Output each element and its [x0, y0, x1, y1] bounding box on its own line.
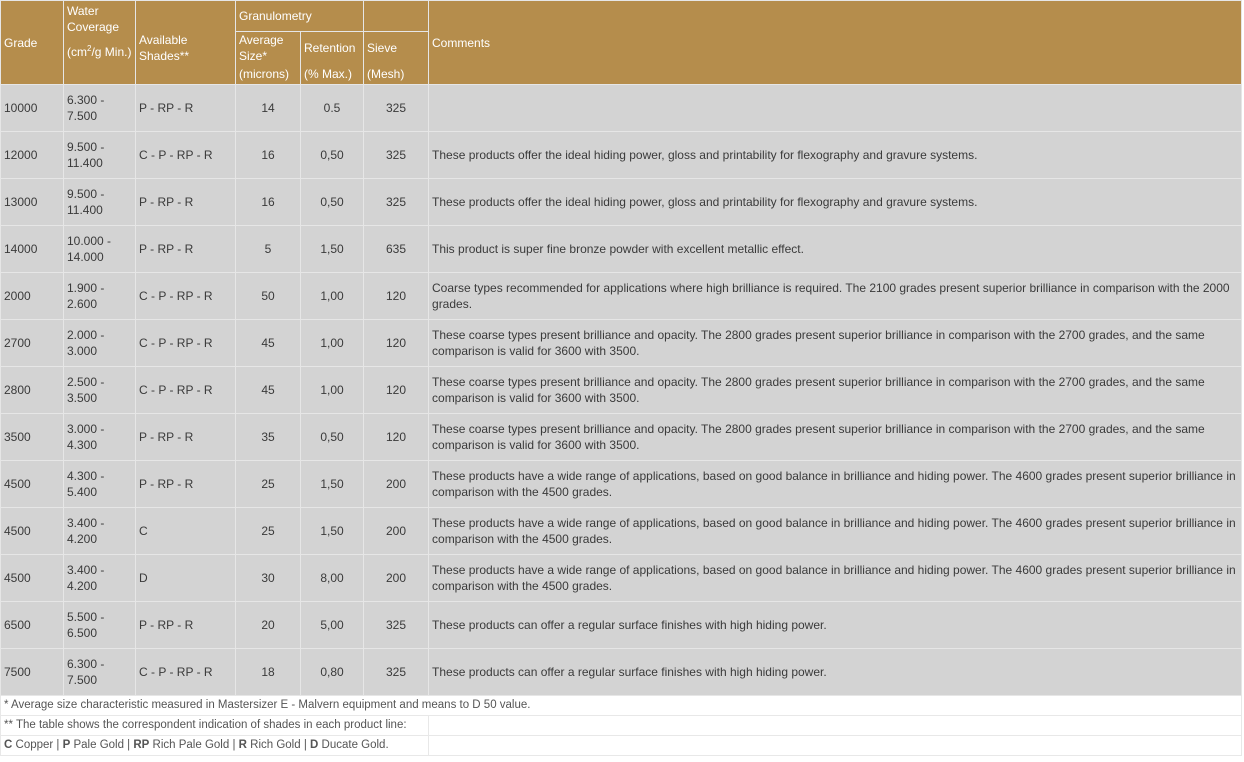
cell-comment-text: Coarse types recommended for applications where high brilliance is required. The 2100 grades present superior brilliance in comparison with the 2000 grades.	[432, 281, 1230, 311]
cell-shades	[136, 649, 236, 696]
cell-average-size-text: 16	[261, 195, 275, 209]
cell-retention-text: 5,00	[320, 618, 344, 632]
header-comments	[429, 1, 1242, 85]
water-coverage-max: 4.200	[67, 579, 98, 593]
cell-water-coverage	[64, 414, 136, 461]
shade-key-letter: D	[310, 739, 319, 751]
header-grade-label: Grade	[4, 35, 38, 50]
table-row	[1, 602, 1242, 649]
cell-average-size-text: 16	[261, 148, 275, 162]
water-coverage-max: 11.400	[67, 203, 103, 217]
cell-average-size	[236, 273, 301, 320]
cell-retention-text: 0,80	[320, 665, 344, 679]
cell-sieve-text: 325	[386, 101, 407, 115]
header-granulometry-label: Granulometry	[239, 9, 312, 23]
cell-retention	[301, 461, 364, 508]
water-coverage-min: 4.300 -	[67, 469, 105, 483]
shade-key-letter: RP	[133, 739, 150, 751]
cell-shades	[136, 602, 236, 649]
table-row	[1, 132, 1242, 179]
cell-shades-text: C - P - RP - R	[139, 289, 213, 303]
cell-comment	[429, 320, 1242, 367]
note-shades-intro: ** The table shows the correspondent indication of shades in each product line:	[1, 716, 429, 736]
cell-average-size-text: 25	[261, 524, 275, 538]
cell-shades-text: C - P - RP - R	[139, 665, 213, 679]
header-sieve-line2: (Mesh)	[367, 67, 405, 81]
header-sieve-line1: Sieve	[367, 41, 398, 55]
shade-key-letter: C	[4, 739, 13, 751]
cell-shades	[136, 226, 236, 273]
water-coverage-min: 3.400 -	[67, 563, 105, 577]
table-row	[1, 320, 1242, 367]
cell-comment-text: These products offer the ideal hiding power, gloss and printability for flexography and gravure systems.	[432, 148, 978, 162]
table-row	[1, 226, 1242, 273]
header-comments-label: Comments	[432, 35, 491, 50]
cell-sieve	[364, 461, 429, 508]
cell-shades-text: C - P - RP - R	[139, 383, 213, 397]
water-coverage-max: 4.300	[67, 438, 98, 452]
header-shades-line1: Available	[139, 32, 188, 47]
cell-comment	[429, 414, 1242, 461]
shade-key-letter: R	[238, 739, 247, 751]
cell-average-size	[236, 179, 301, 226]
water-coverage-min: 3.400 -	[67, 516, 105, 530]
water-coverage-max: 14.000	[67, 250, 104, 264]
shade-key-name: Rich Pale Gold |	[149, 739, 239, 751]
cell-sieve-text: 325	[386, 195, 407, 209]
cell-comment-text: These products offer the ideal hiding power, gloss and printability for flexography and gravure systems.	[432, 195, 978, 209]
cell-average-size	[236, 226, 301, 273]
cell-retention	[301, 226, 364, 273]
water-coverage-min: 5.500 -	[67, 610, 105, 624]
water-coverage-max: 11.400	[67, 156, 103, 170]
note-shades-key	[1, 736, 429, 756]
shade-key-name: Ducate Gold.	[318, 739, 389, 751]
cell-water-coverage	[64, 555, 136, 602]
header-shades-line2: Shades**	[139, 48, 190, 63]
cell-comment	[429, 555, 1242, 602]
cell-grade	[1, 226, 64, 273]
cell-sieve	[364, 508, 429, 555]
cell-water-coverage	[64, 367, 136, 414]
cell-comment	[429, 602, 1242, 649]
cell-water-coverage	[64, 85, 136, 132]
water-coverage-max: 7.500	[67, 109, 98, 123]
cell-retention-text: 1,00	[320, 336, 344, 350]
cell-sieve-text: 120	[386, 430, 407, 444]
header-retention	[301, 32, 364, 85]
cell-average-size-text: 30	[261, 571, 275, 585]
water-coverage-min: 2.000 -	[67, 328, 105, 342]
table-body	[1, 85, 1242, 696]
cell-retention-text: 0,50	[320, 148, 344, 162]
cell-shades	[136, 367, 236, 414]
header-row-1	[1, 1, 1242, 32]
cell-retention-text: 1,50	[320, 477, 344, 491]
cell-comment	[429, 273, 1242, 320]
cell-average-size	[236, 320, 301, 367]
cell-grade-text: 10000	[4, 101, 38, 115]
cell-grade-text: 4500	[4, 571, 31, 585]
cell-retention	[301, 414, 364, 461]
cell-grade-text: 14000	[4, 242, 38, 256]
shade-key-name: Rich Gold |	[246, 739, 311, 751]
table-row	[1, 414, 1242, 461]
cell-average-size-text: 14	[261, 101, 275, 115]
cell-average-size-text: 35	[261, 430, 275, 444]
cell-grade	[1, 179, 64, 226]
header-average-size-line2: Size*	[239, 49, 268, 63]
cell-water-coverage	[64, 461, 136, 508]
note-row-shades-key	[1, 736, 1242, 756]
cell-water-coverage	[64, 602, 136, 649]
cell-retention	[301, 508, 364, 555]
cell-comment-text: These coarse types present brilliance and opacity. The 2800 grades present superior brilliance in comparison with the 2700 grades, and the same comparison is valid for 3600 with 3500.	[432, 328, 1205, 358]
cell-shades-text: D	[139, 571, 148, 585]
header-water-coverage	[64, 1, 136, 85]
cell-comment-text: These products can offer a regular surface finishes with high hiding power.	[432, 665, 827, 679]
cell-shades-text: P - RP - R	[139, 430, 194, 444]
cell-shades-text: C - P - RP - R	[139, 336, 213, 350]
cell-average-size-text: 20	[261, 618, 275, 632]
cell-grade-text: 12000	[4, 148, 38, 162]
cell-water-coverage	[64, 273, 136, 320]
header-grade	[1, 1, 64, 85]
cell-grade-text: 2700	[4, 336, 31, 350]
cell-water-coverage	[64, 508, 136, 555]
cell-shades	[136, 132, 236, 179]
cell-sieve-text: 200	[386, 571, 407, 585]
water-coverage-max: 6.500	[67, 626, 98, 640]
cell-average-size-text: 5	[264, 242, 272, 256]
cell-retention-text: 1,50	[320, 242, 344, 256]
cell-sieve	[364, 649, 429, 696]
cell-grade	[1, 273, 64, 320]
cell-sieve	[364, 179, 429, 226]
cell-sieve-text: 200	[386, 524, 407, 538]
cell-comment-text: These products have a wide range of applications, based on good balance in brilliance and hiding power. The 4600 grades present superior brilliance in comparison with the 4500 grades.	[432, 563, 1236, 593]
water-coverage-max: 2.600	[67, 297, 98, 311]
cell-retention	[301, 602, 364, 649]
header-average-size-line3: (microns)	[239, 67, 289, 81]
cell-comment	[429, 461, 1242, 508]
cell-retention	[301, 320, 364, 367]
header-water-coverage-unit-pre: (cm	[67, 45, 87, 59]
cell-water-coverage	[64, 320, 136, 367]
cell-average-size	[236, 461, 301, 508]
cell-average-size-text: 45	[261, 336, 275, 350]
table-row	[1, 179, 1242, 226]
cell-shades-text: C	[139, 524, 148, 538]
cell-shades	[136, 461, 236, 508]
cell-shades	[136, 273, 236, 320]
cell-grade	[1, 85, 64, 132]
cell-grade	[1, 320, 64, 367]
cell-shades-text: P - RP - R	[139, 195, 194, 209]
cell-comment-text: These coarse types present brilliance and opacity. The 2800 grades present superior brilliance in comparison with the 2700 grades, and the same comparison is valid for 3600 with 3500.	[432, 375, 1205, 405]
cell-grade-text: 7500	[4, 665, 31, 679]
cell-sieve-text: 325	[386, 665, 407, 679]
shade-key-name: Pale Gold |	[70, 739, 134, 751]
cell-comment	[429, 132, 1242, 179]
cell-sieve	[364, 414, 429, 461]
header-granulometry	[236, 1, 364, 32]
cell-average-size	[236, 508, 301, 555]
header-water-coverage-line3	[67, 44, 132, 60]
note-row-average-size	[1, 696, 1242, 716]
cell-comment	[429, 508, 1242, 555]
header-water-coverage-line1: Water	[67, 4, 99, 18]
shade-key-name: Copper |	[12, 739, 63, 751]
cell-retention	[301, 555, 364, 602]
note-empty-cell	[429, 736, 1242, 756]
cell-comment	[429, 179, 1242, 226]
cell-sieve	[364, 132, 429, 179]
header-sieve	[364, 32, 429, 85]
cell-sieve-text: 200	[386, 477, 407, 491]
table-row	[1, 649, 1242, 696]
cell-average-size	[236, 367, 301, 414]
cell-comment	[429, 226, 1242, 273]
cell-sieve-text: 120	[386, 336, 407, 350]
note-average-size: * Average size characteristic measured in Mastersizer E - Malvern equipment and means to D 50 value.	[1, 696, 1242, 716]
cell-shades	[136, 414, 236, 461]
cell-shades	[136, 508, 236, 555]
water-coverage-max: 3.500	[67, 391, 98, 405]
cell-sieve	[364, 273, 429, 320]
cell-grade	[1, 461, 64, 508]
cell-sieve	[364, 602, 429, 649]
water-coverage-min: 6.300 -	[67, 657, 105, 671]
cell-sieve	[364, 555, 429, 602]
cell-water-coverage	[64, 179, 136, 226]
cell-shades	[136, 85, 236, 132]
cell-average-size	[236, 602, 301, 649]
cell-sieve-text: 325	[386, 148, 407, 162]
water-coverage-min: 9.500 -	[67, 187, 105, 201]
cell-comment-text: These products have a wide range of applications, based on good balance in brilliance and hiding power. The 4600 grades present superior brilliance in comparison with the 4500 grades.	[432, 469, 1236, 499]
cell-grade-text: 4500	[4, 477, 31, 491]
cell-average-size	[236, 132, 301, 179]
cell-grade	[1, 367, 64, 414]
cell-retention	[301, 273, 364, 320]
cell-shades-text: P - RP - R	[139, 618, 194, 632]
water-coverage-max: 7.500	[67, 673, 98, 687]
cell-sieve	[364, 367, 429, 414]
header-average-size	[236, 32, 301, 85]
cell-grade-text: 13000	[4, 195, 38, 209]
header-water-coverage-line2: Coverage	[67, 20, 120, 34]
cell-average-size	[236, 649, 301, 696]
cell-shades	[136, 179, 236, 226]
header-blank-cell	[364, 1, 429, 32]
table-row	[1, 85, 1242, 132]
cell-average-size	[236, 85, 301, 132]
cell-average-size-text: 45	[261, 383, 275, 397]
header-water-coverage-unit-sup: 2	[87, 44, 92, 53]
water-coverage-min: 6.300 -	[67, 93, 105, 107]
cell-average-size-text: 18	[261, 665, 275, 679]
cell-retention-text: 1,00	[320, 289, 344, 303]
shade-key-letter: P	[62, 739, 71, 751]
cell-sieve	[364, 226, 429, 273]
water-coverage-min: 1.900 -	[67, 281, 105, 295]
water-coverage-max: 5.400	[67, 485, 98, 499]
water-coverage-max: 3.000	[67, 344, 98, 358]
table-row	[1, 461, 1242, 508]
cell-sieve	[364, 320, 429, 367]
water-coverage-min: 3.000 -	[67, 422, 105, 436]
cell-comment	[429, 85, 1242, 132]
cell-sieve	[364, 85, 429, 132]
cell-sieve-text: 635	[386, 242, 407, 256]
cell-grade-text: 3500	[4, 430, 31, 444]
cell-retention-text: 0,50	[320, 195, 344, 209]
cell-shades-text: P - RP - R	[139, 101, 194, 115]
cell-water-coverage	[64, 132, 136, 179]
cell-comment	[429, 367, 1242, 414]
cell-retention-text: 1,50	[320, 524, 344, 538]
cell-grade	[1, 602, 64, 649]
cell-retention-text: 8,00	[320, 571, 344, 585]
cell-comment	[429, 649, 1242, 696]
cell-average-size-text: 25	[261, 477, 275, 491]
header-retention-line2: (% Max.)	[304, 67, 352, 81]
cell-grade	[1, 508, 64, 555]
cell-retention-text: 1,00	[320, 383, 344, 397]
table-row	[1, 508, 1242, 555]
cell-grade-text: 4500	[4, 524, 31, 538]
cell-grade	[1, 555, 64, 602]
table-row	[1, 367, 1242, 414]
cell-grade	[1, 649, 64, 696]
note-row-shades-intro	[1, 716, 1242, 736]
cell-shades-text: P - RP - R	[139, 242, 194, 256]
cell-retention	[301, 367, 364, 414]
water-coverage-min: 9.500 -	[67, 140, 105, 154]
cell-shades-text: C - P - RP - R	[139, 148, 213, 162]
cell-shades	[136, 555, 236, 602]
cell-grade	[1, 414, 64, 461]
cell-sieve-text: 120	[386, 383, 407, 397]
cell-average-size	[236, 555, 301, 602]
cell-retention	[301, 132, 364, 179]
cell-retention	[301, 179, 364, 226]
water-coverage-min: 10.000 -	[67, 234, 112, 248]
cell-comment-text: These products have a wide range of applications, based on good balance in brilliance and hiding power. The 4600 grades present superior brilliance in comparison with the 4500 grades.	[432, 516, 1236, 546]
cell-comment-text: These products can offer a regular surface finishes with high hiding power.	[432, 618, 827, 632]
header-shades	[136, 1, 236, 85]
cell-comment-text: This product is super fine bronze powder with excellent metallic effect.	[432, 242, 804, 256]
note-empty-cell	[429, 716, 1242, 736]
cell-water-coverage	[64, 226, 136, 273]
cell-water-coverage	[64, 649, 136, 696]
cell-retention	[301, 649, 364, 696]
cell-retention-text: 0,50	[320, 430, 344, 444]
cell-grade-text: 2000	[4, 289, 31, 303]
cell-retention-text: 0.5	[323, 101, 341, 115]
cell-retention	[301, 85, 364, 132]
water-coverage-min: 2.500 -	[67, 375, 105, 389]
cell-grade	[1, 132, 64, 179]
cell-shades-text: P - RP - R	[139, 477, 194, 491]
water-coverage-max: 4.200	[67, 532, 98, 546]
table-row	[1, 273, 1242, 320]
cell-sieve-text: 120	[386, 289, 407, 303]
cell-sieve-text: 325	[386, 618, 407, 632]
cell-grade-text: 6500	[4, 618, 31, 632]
cell-comment-text: These coarse types present brilliance and opacity. The 2800 grades present superior brilliance in comparison with the 2700 grades, and the same comparison is valid for 3600 with 3500.	[432, 422, 1205, 452]
header-retention-line1: Retention	[304, 41, 356, 55]
cell-shades	[136, 320, 236, 367]
cell-grade-text: 2800	[4, 383, 31, 397]
header-average-size-line1: Average	[239, 33, 284, 47]
header-water-coverage-unit-post: /g Min.)	[91, 45, 132, 59]
cell-average-size-text: 50	[261, 289, 275, 303]
table-row	[1, 555, 1242, 602]
cell-average-size	[236, 414, 301, 461]
